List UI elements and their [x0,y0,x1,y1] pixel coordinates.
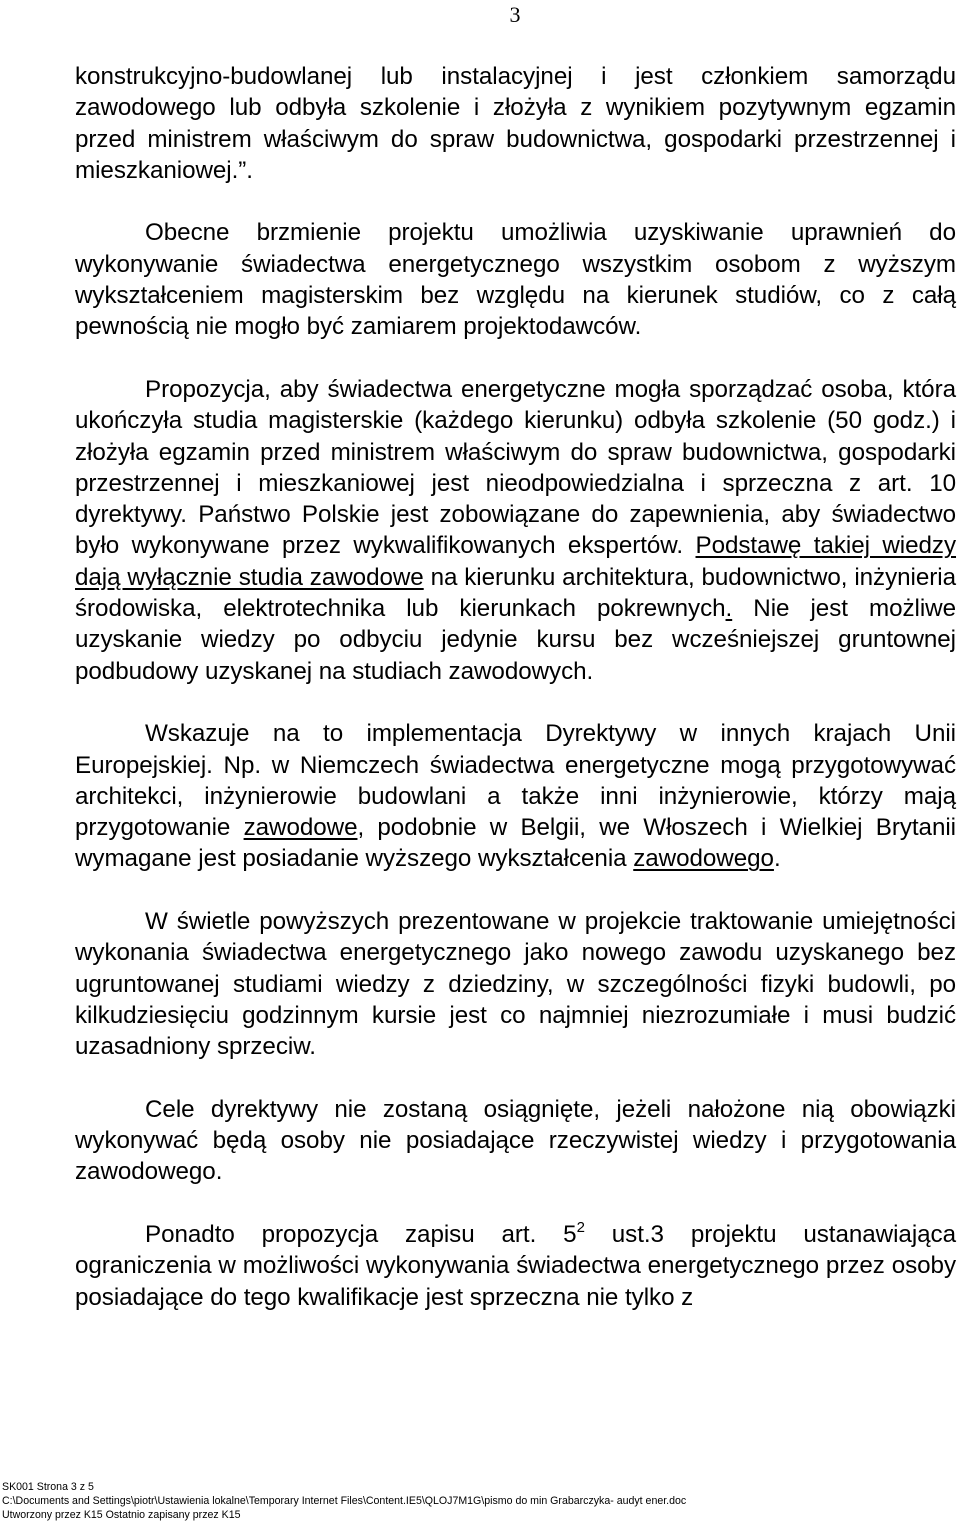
paragraph-3-underlined-1: Podstawę takiej wiedzy dają wyłącznie studia zawodowe [75,532,957,591]
paragraph-4-text-1: Wskazuje na to implementacja Dyrektywy w innych krajach Unii Europejskiej. Np. w Niemczech świadectwa energetyczne mogą przygotowywać architekci, inżynierowie budowlani a także inni inżynierowie, którzy mają przygotowanie [75,720,956,842]
paragraph-3-text-1: Propozycja, aby świadectwa energetyczne mogła sporządzać osoba, która ukończyła studia magisterskie (każdego kierunku) odbyła szkolenie (50 godz.) i złożyła egzamin przed ministrem właściwym do spraw budownictwa, gospodarki przestrzennej i mieszkaniowej jest nieodpowiedzialna i sprzeczna z art. 10 dyrektywy. Państwo Polskie jest zobowiązane do zapewnienia, aby świadectwo było wykonywane przez wykwalifikowanych ekspertów. [75,375,956,560]
paragraph-5: W świetle powyższych prezentowane w projekcie traktowanie umiejętności wykonania świadectwa energetycznego jako nowego zawodu uzyskanego bez ugruntowanej studiami wiedzy z dziedziny, w szczególności fizyki budowli, po kilkudziesięciu godzinnym kursie jest co najmniej niezrozumiałe i musi budzić uzasadniony sprzeciw. [75,908,956,1061]
page-number: 3 [509,2,521,27]
footer-author-info: Utworzony przez K15 Ostatnio zapisany przez K15 [2,1509,241,1522]
paragraph-7 [75,1219,956,1313]
paragraph-7-superscript: 2 [576,1218,585,1236]
paragraph-4 [75,718,956,874]
paragraph-3-underlined-2: . [725,595,733,623]
paragraph-1: konstrukcyjno-budowlanej lub instalacyjnej i jest członkiem samorządu zawodowego lub odbyła szkolenie i złożyła z wynikiem pozytywnym egzamin przed ministrem właściwym do spraw budownictwa, gospodarki przestrzennej i mieszkaniowej.”. [75,63,956,184]
footer-file-path: C:\Documents and Settings\piotr\Ustawienia lokalne\Temporary Internet Files\Content.IE5\QLOJ7M1G\pismo do min Grabarczyka- audyt ener.doc [2,1495,687,1508]
paragraph-4-underlined-2: zawodowego [633,845,774,873]
page-footer [2,1480,686,1523]
paragraph-7-text-1: Ponadto propozycja zapisu art. 5 [145,1220,577,1248]
paragraph-4-underlined-1: zawodowe [243,814,358,842]
paragraph-3-text-2: na kierunku architektura, budownictwo, inżynieria środowiska, elektrotechnika lub kierunkach pokrewnych [75,563,956,623]
paragraph-6: Cele dyrektywy nie zostaną osiągnięte, jeżeli nałożone nią obowiązki wykonywać będą osoby nie posiadające rzeczywistej wiedzy i przygotowania zawodowego. [75,1095,956,1186]
paragraph-4-text-3: . [773,845,781,873]
document-body [75,61,956,1313]
paragraph-3-text-3: Nie jest możliwe uzyskanie wiedzy po odbyciu jedynie kursu bez wcześniejszej gruntownej podbudowy uzyskanej na studiach zawodowych. [75,595,956,685]
paragraph-2: Obecne brzmienie projektu umożliwia uzyskiwanie uprawnień do wykonywanie świadectwa energetycznego wszystkim osobom z wyższym wykształceniem magisterskim bez względu na kierunek studiów, co z całą pewnością nie mogło być zamiarem projektodawców. [75,219,956,341]
footer-page-info: SK001 Strona 3 z 5 [2,1481,94,1493]
paragraph-4-text-2: , podobnie w Belgii, we Włoszech i Wielkiej Brytanii wymagane jest posiadanie wyższego wykształcenia [75,814,956,873]
paragraph-3 [75,374,956,687]
paragraph-7-text-2: ust.3 projektu ustanawiająca ograniczenia w możliwości wykonywania świadectwa energetycznego przez osoby posiadające do tego kwalifikacje jest sprzeczna nie tylko z [75,1220,956,1311]
